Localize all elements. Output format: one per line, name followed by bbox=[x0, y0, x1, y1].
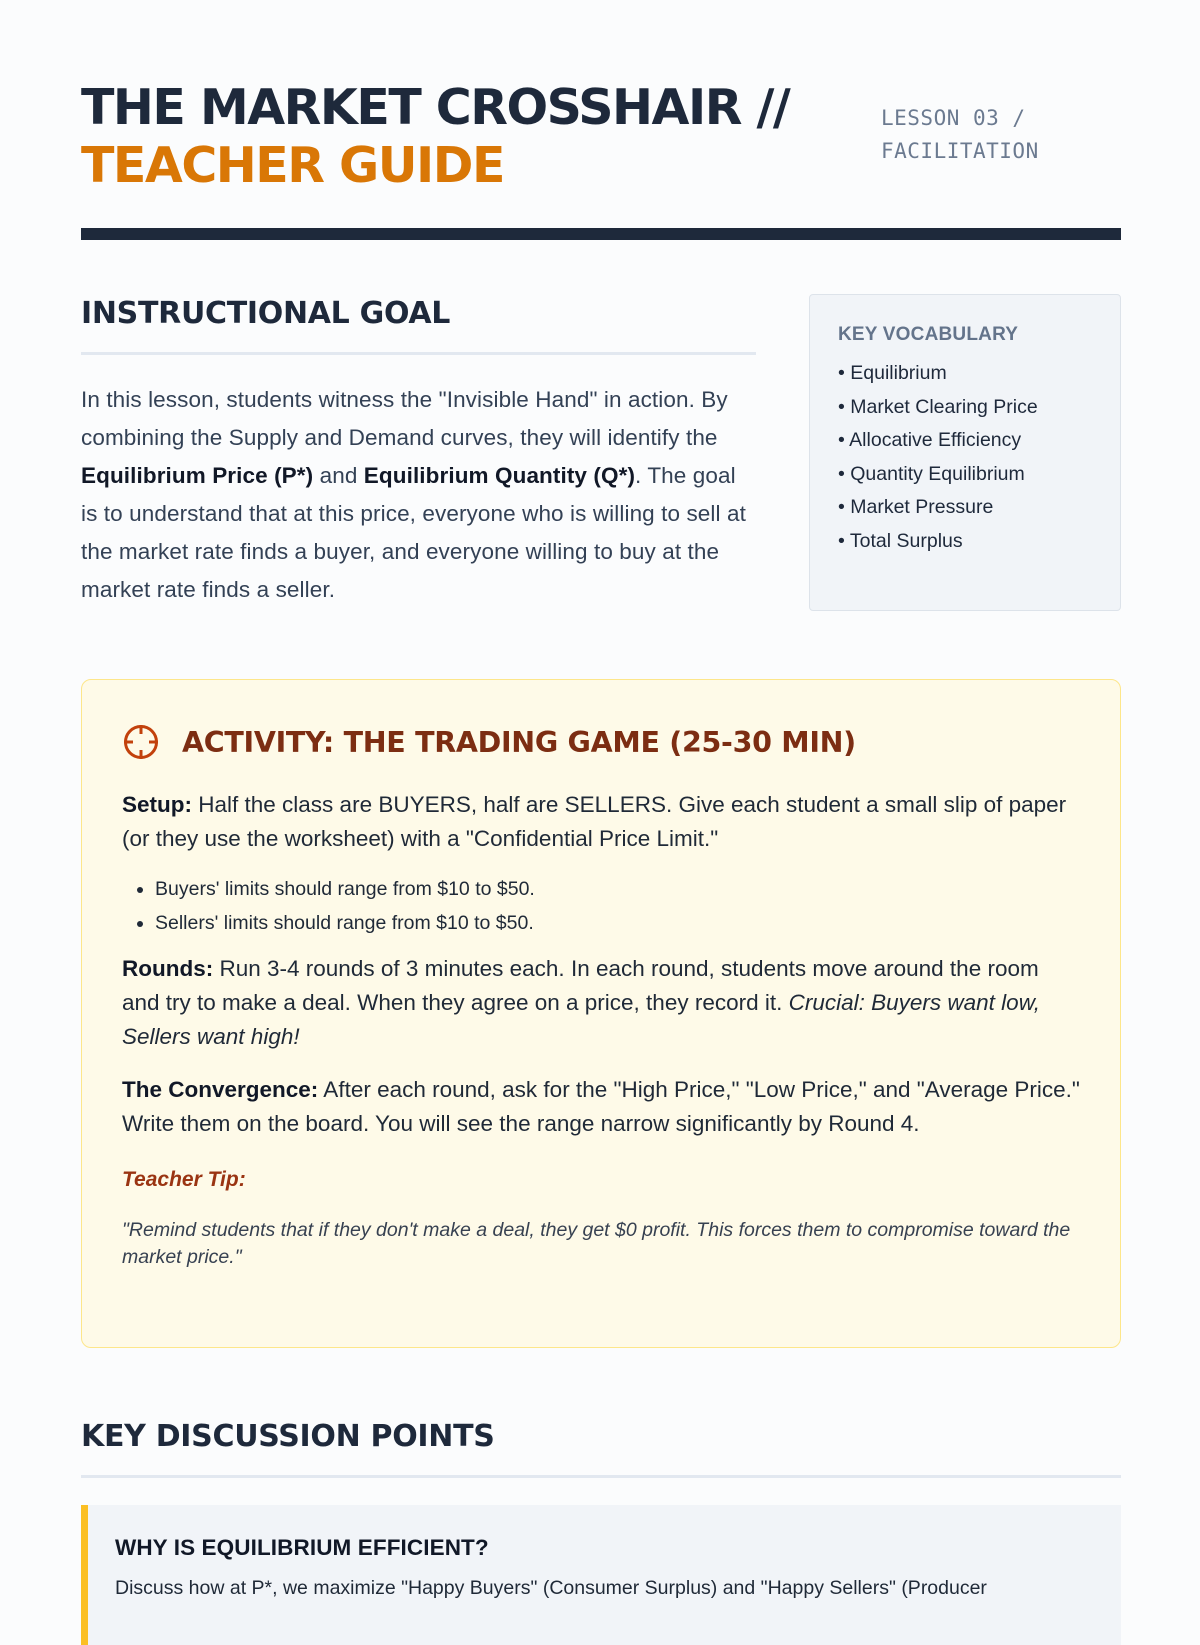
price-limit-list bbox=[122, 872, 1080, 940]
vocabulary-item: • Allocative Efficiency bbox=[838, 424, 1092, 458]
goal-bold-quantity: Equilibrium Quantity (Q*) bbox=[363, 463, 636, 488]
rounds-paragraph bbox=[122, 952, 1080, 1054]
setup-text: Half the class are BUYERS, half are SELLERS. Give each student a small slip of paper (or they use the worksheet) with a "Confidential Price Limit." bbox=[122, 792, 1067, 851]
instructional-goal-section bbox=[81, 294, 756, 632]
rounds-crucial-note: Crucial: Buyers want low, Sellers want high! bbox=[122, 990, 1040, 1049]
vocabulary-item: • Market Pressure bbox=[838, 491, 1092, 525]
vocabulary-item: • Total Surplus bbox=[838, 525, 1092, 559]
key-vocabulary-box bbox=[809, 294, 1121, 611]
lesson-tag bbox=[881, 102, 1101, 168]
activity-box bbox=[81, 679, 1121, 1348]
goal-bold-price: Equilibrium Price (P*) bbox=[81, 463, 314, 488]
discussion-card bbox=[81, 1505, 1121, 1645]
setup-label: Setup: bbox=[122, 792, 192, 817]
setup-paragraph bbox=[122, 788, 1080, 856]
rounds-label: Rounds: bbox=[122, 956, 214, 981]
page-title: THE MARKET CROSSHAIR // bbox=[81, 79, 790, 136]
teacher-tip-label: Teacher Tip: bbox=[122, 1168, 246, 1191]
discussion-heading: KEY DISCUSSION POINTS bbox=[81, 1419, 495, 1454]
lesson-number: LESSON 03 / bbox=[881, 106, 1026, 130]
convergence-text: After each round, ask for the "High Price," "Low Price," and "Average Price." Write them on the board. You will see the range narrow significantly by Round 4. bbox=[122, 1077, 1080, 1136]
goal-text-3: . The goal is to understand that at this price, everyone who is willing to sell at the market rate finds a buyer, and everyone willing to buy at the market rate finds a seller. bbox=[81, 463, 746, 602]
goal-paragraph bbox=[81, 381, 756, 609]
instructional-goal-heading: INSTRUCTIONAL GOAL bbox=[81, 296, 451, 331]
discussion-section bbox=[81, 1417, 1121, 1645]
header bbox=[81, 78, 1121, 198]
vocabulary-item: • Market Clearing Price bbox=[838, 391, 1092, 425]
rounds-text: Run 3-4 rounds of 3 minutes each. In each round, students move around the room and try to make a deal. When they agree on a price, they record it. bbox=[122, 956, 1039, 1015]
goal-divider bbox=[81, 352, 756, 355]
price-limit-item: • Sellers' limits should range from $10 to $50. bbox=[155, 906, 1080, 940]
page-subtitle: TEACHER GUIDE bbox=[81, 137, 504, 194]
teacher-tip-text: "Remind students that if they don't make a deal, they get $0 profit. This forces them to compromise toward the market price." bbox=[122, 1219, 1071, 1268]
discussion-divider bbox=[81, 1475, 1121, 1478]
convergence-paragraph bbox=[122, 1073, 1080, 1141]
activity-title: ACTIVITY: THE TRADING GAME (25-30 MIN) bbox=[182, 725, 856, 759]
header-divider bbox=[81, 228, 1121, 240]
vocabulary-title: KEY VOCABULARY bbox=[838, 324, 1019, 345]
price-limit-item: • Buyers' limits should range from $10 to $50. bbox=[155, 872, 1080, 906]
goal-text-2: and bbox=[313, 463, 364, 488]
crosshair-icon bbox=[122, 723, 160, 761]
discussion-card-text: Discuss how at P*, we maximize "Happy Buyers" (Consumer Surplus) and "Happy Sellers" (Producer bbox=[115, 1577, 987, 1599]
goal-text-1: In this lesson, students witness the "Invisible Hand" in action. By combining the Supply and Demand curves, they will identify the bbox=[81, 387, 728, 450]
lesson-type: FACILITATION bbox=[881, 139, 1039, 163]
discussion-card-title: WHY IS EQUILIBRIUM EFFICIENT? bbox=[115, 1535, 489, 1560]
activity-header bbox=[122, 722, 1080, 762]
convergence-label: The Convergence: bbox=[122, 1077, 319, 1102]
vocabulary-item: • Equilibrium bbox=[838, 357, 1092, 391]
vocabulary-list bbox=[838, 357, 1092, 558]
vocabulary-item: • Quantity Equilibrium bbox=[838, 458, 1092, 492]
